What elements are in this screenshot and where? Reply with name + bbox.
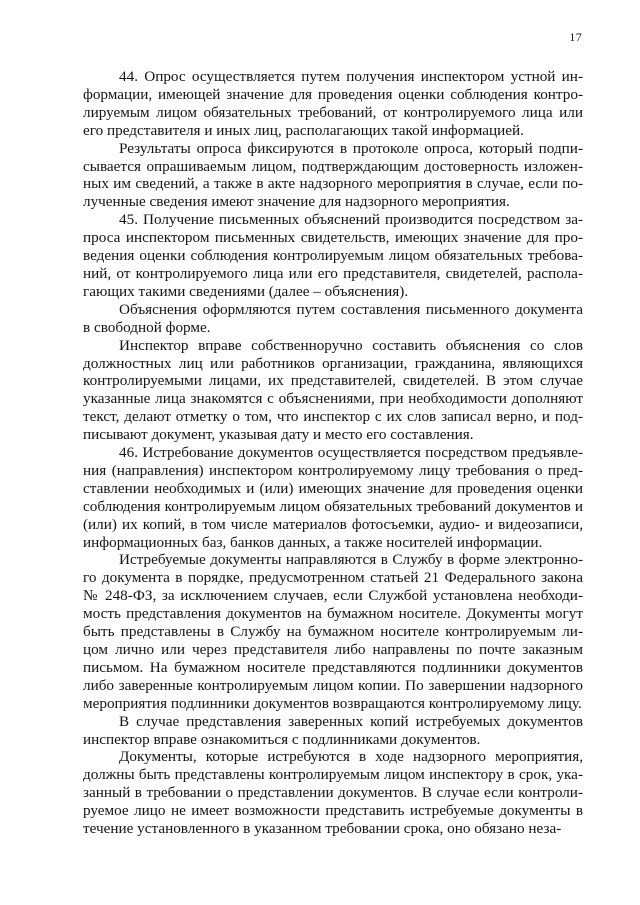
page-number: 17 [569, 30, 582, 44]
paragraph-documents-deadline: Документы, которые истребуются в ходе надзорного мероприятия, должны быть представлены контролируемым лицом инспектору в срок, указанный в требовании о представлении документов. В случае если контролируемое лицо не имеет возможности представить истребуемые документы в течение установленного в указанном требовании срока, оно обязано неза- [83, 748, 583, 838]
document-body [83, 68, 583, 838]
paragraph-46-documents: 46. Истребование документов осуществляется посредством предъявления (направления) инспектором контролируемому лицу требования о представлении необходимых и (или) имеющих значение для проведения оценки соблюдения контролируемым лицом обязательных требований документов и (или) их копий, в том числе материалов фотосъемки, аудио- и видеозаписи, информационных баз, банков данных, а также носителей информации. [83, 444, 583, 551]
paragraph-certified-copies: В случае представления заверенных копий истребуемых документов инспектор вправе ознакомиться с подлинниками документов. [83, 712, 583, 748]
paragraph-inspector-rights: Инспектор вправе собственноручно составить объяснения со слов должностных лиц или работников организации, гражданина, являющихся контролируемыми лицами, их представителей, свидетелей. В этом случае указанные лица знакомятся с объяснениями, при необходимости дополняют текст, делают отметку о том, что инспектор с их слов записал верно, и подписывают документ, указывая дату и место его составления. [83, 336, 583, 444]
paragraph-documents-submission: Истребуемые документы направляются в Службу в форме электронного документа в порядке, предусмотренном статьей 21 Федерального закона № 248-ФЗ, за исключением случаев, если Службой установлена необходимость представления документов на бумажном носителе. Документы могут быть представлены в Службу на бумажном носителе контролируемым лицом лично или через представителя либо направлены по почте заказным письмом. На бумажном носителе представляются подлинники документов либо заверенные контролируемым лицом копии. По завершении надзорного мероприятия подлинники документов возвращаются контролируемому лицу. [83, 551, 583, 712]
paragraph-explanations-form: Объяснения оформляются путем составления письменного документа в свободной форме. [83, 300, 583, 336]
paragraph-45-explanations: 45. Получение письменных объяснений производится посредством запроса инспектором письменных свидетельств, имеющих значение для проведения оценки соблюдения контролируемым лицом обязательных требований, от контролируемого лица или его представителя, свидетелей, располагающих такими сведениями (далее – объяснения). [83, 211, 583, 300]
paragraph-44-opros: 44. Опрос осуществляется путем получения инспектором устной информации, имеющей значение для проведения оценки соблюдения контролируемым лицом обязательных требований, от контролируемого лица или его представителя и иных лиц, располагающих такой информацией. [83, 68, 583, 139]
paragraph-opros-results: Результаты опроса фиксируются в протоколе опроса, который подписывается опрашиваемым лицом, подтверждающим достоверность изложенных им сведений, а также в акте надзорного мероприятия в случае, если полученные сведения имеют значение для надзорного мероприятия. [83, 139, 583, 211]
